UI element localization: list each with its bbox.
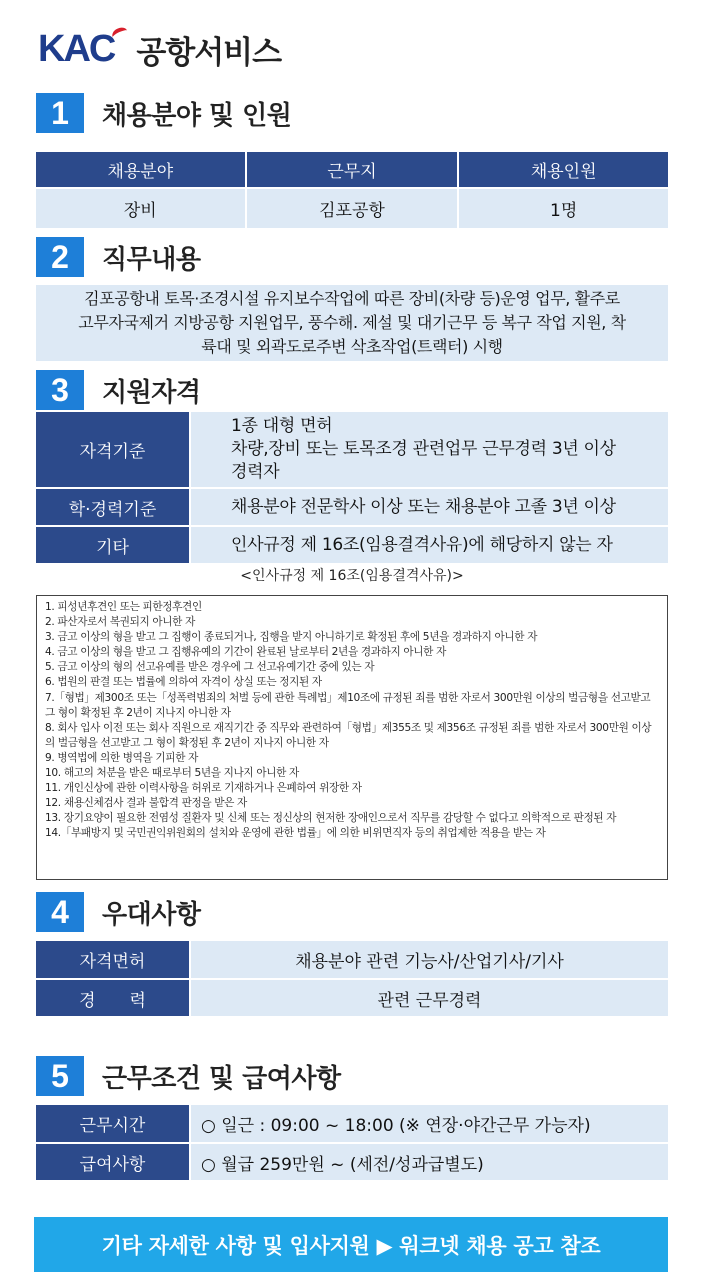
header-cell: 채용인원 xyxy=(458,152,668,188)
row-value: ○ 월급 259만원 ~ (세전/성과급별도) xyxy=(190,1143,668,1181)
value-line: 채용분야 전문학사 이상 또는 채용분야 고졸 3년 이상 xyxy=(231,496,616,517)
duty-description xyxy=(36,285,668,361)
table-header-row xyxy=(36,152,668,188)
row-value xyxy=(190,526,668,564)
company-logo xyxy=(38,28,281,70)
rule-item: 9. 병역법에 의한 병역을 기피한 자 xyxy=(45,751,198,764)
disqualification-rules-box xyxy=(36,595,668,880)
row-value xyxy=(190,488,668,526)
rule-item: 12. 채용신체검사 결과 불합격 판정을 받은 자 xyxy=(45,797,247,810)
header-cell: 채용분야 xyxy=(36,152,246,188)
row-label: 학·경력기준 xyxy=(36,488,190,526)
rule-item: 13. 장기요양이 필요한 전염성 질환자 및 신체 또는 정신상의 현저한 장애인으로서 직무를 감당할 수 없다고 의학적으로 판정된 자 xyxy=(45,812,617,825)
row-label: 급여사항 xyxy=(36,1143,190,1181)
table-row xyxy=(36,1105,668,1143)
section-title: 직무내용 xyxy=(102,244,201,275)
row-label: 자격기준 xyxy=(36,412,190,488)
section-title: 지원자격 xyxy=(102,377,201,408)
row-label: 기타 xyxy=(36,526,190,564)
row-value: 관련 근무경력 xyxy=(190,979,668,1017)
section-number: 1 xyxy=(36,93,84,133)
value-line: 인사규정 제 16조(임용결격사유)에 해당하지 않는 자 xyxy=(231,534,613,555)
section-5-heading xyxy=(36,1056,341,1096)
table-row xyxy=(36,526,668,564)
table-row xyxy=(36,188,668,228)
table-cell: 1명 xyxy=(458,188,668,228)
section-1-heading xyxy=(36,93,291,133)
value-line: 차량,장비 또는 토목조경 관련업무 근무경력 3년 이상 xyxy=(231,439,616,459)
row-value: ○ 일근 : 09:00 ~ 18:00 (※ 연장·야간근무 가능자) xyxy=(190,1105,668,1143)
duty-line: 김포공항내 토목·조경시설 유지보수작업에 따른 장비(차량 등)운영 업무, 활주로 xyxy=(84,289,620,308)
table-row xyxy=(36,941,668,979)
rule-item: 6. 법원의 판결 또는 법률에 의하여 자격이 상실 또는 정지된 자 xyxy=(45,676,322,689)
rule-item: 3. 금고 이상의 형을 받고 그 집행이 종료되거나, 집행을 받지 아니하기로 확정된 후에 5년을 경과하지 아니한 자 xyxy=(45,631,538,644)
kac-logo-mark: KAC xyxy=(38,30,114,68)
header-cell: 근무지 xyxy=(246,152,459,188)
rule-item: 11. 개인신상에 관한 이력사항을 허위로 기재하거나 은폐하여 위장한 자 xyxy=(45,782,362,795)
section-2-heading xyxy=(36,237,200,277)
section-title: 우대사항 xyxy=(102,899,201,930)
row-value: 채용분야 관련 기능사/산업기사/기사 xyxy=(190,941,668,979)
rule-item: 1. 피성년후견인 또는 피한정후견인 xyxy=(45,601,202,613)
row-label: 자격면허 xyxy=(36,941,190,979)
row-label: 근무시간 xyxy=(36,1105,190,1143)
rule-item: 4. 금고 이상의 형을 받고 그 집행유예의 기간이 완료된 날로부터 2년을 경과하지 아니한 자 xyxy=(45,646,446,659)
section-3-heading xyxy=(36,370,200,410)
table-row xyxy=(36,1143,668,1181)
rule-item: 8. 회사 입사 이전 또는 회사 직원으로 재직기간 중 직무와 관련하여「형법」제355조 및 제356조 규정된 죄를 범한 자로서 300만원 이상의 벌금형을 선고받고 그 형이 확정된 후 2년이 지나지 아니한 자 xyxy=(45,721,652,749)
value-line: 경력자 xyxy=(231,462,280,482)
section-title: 채용분야 및 인원 xyxy=(102,100,292,131)
rule-item: 7.「형법」제300조 또는「성폭력범죄의 처벌 등에 관한 특례법」제10조에 규정된 죄를 범한 자로서 300만원 이상의 벌금형을 선고받고 그 형이 확정된 후 2년이 지나지 아니한 자 xyxy=(45,691,651,719)
row-value xyxy=(190,412,668,488)
value-line: 1종 대형 면허 xyxy=(231,416,333,436)
table-row xyxy=(36,412,668,488)
recruit-table xyxy=(36,152,668,228)
rule-item: 5. 금고 이상의 형의 선고유예를 받은 경우에 그 선고유예기간 중에 있는 자 xyxy=(45,661,375,674)
duty-line: 륙대 및 외곽도로주변 삭초작업(트랙터) 시행 xyxy=(201,337,503,356)
rule-item: 2. 파산자로서 복권되지 아니한 자 xyxy=(45,616,195,629)
rule-item: 14.「부패방지 및 국민권익위원회의 설치와 운영에 관한 법률」에 의한 비위면직자 등의 취업제한 적용을 받는 자 xyxy=(45,827,546,840)
rule-item: 10. 해고의 처분을 받은 때로부터 5년을 지나지 아니한 자 xyxy=(45,767,299,780)
duty-line: 고무자국제거 지방공항 지원업무, 풍수해. 제설 및 대기근무 등 복구 작업 지원, 착 xyxy=(78,313,626,332)
row-label: 경 력 xyxy=(36,979,190,1017)
section-number: 2 xyxy=(36,237,84,277)
preference-table xyxy=(36,941,668,1018)
section-4-heading xyxy=(36,892,200,932)
table-row xyxy=(36,979,668,1017)
table-cell: 장비 xyxy=(36,188,246,228)
section-title: 근무조건 및 급여사항 xyxy=(102,1063,341,1094)
section-number: 4 xyxy=(36,892,84,932)
worknet-apply-banner[interactable]: 기타 자세한 사항 및 입사지원 ▶ 워크넷 채용 공고 참조 xyxy=(34,1217,668,1272)
logo-text: 공항서비스 xyxy=(136,34,282,71)
conditions-table xyxy=(36,1105,668,1182)
section-number: 5 xyxy=(36,1056,84,1096)
rules-caption: <인사규정 제 16조(임용결격사유)> xyxy=(240,568,464,584)
table-row xyxy=(36,488,668,526)
section-number: 3 xyxy=(36,370,84,410)
qualification-table xyxy=(36,412,668,565)
table-cell: 김포공항 xyxy=(246,188,459,228)
